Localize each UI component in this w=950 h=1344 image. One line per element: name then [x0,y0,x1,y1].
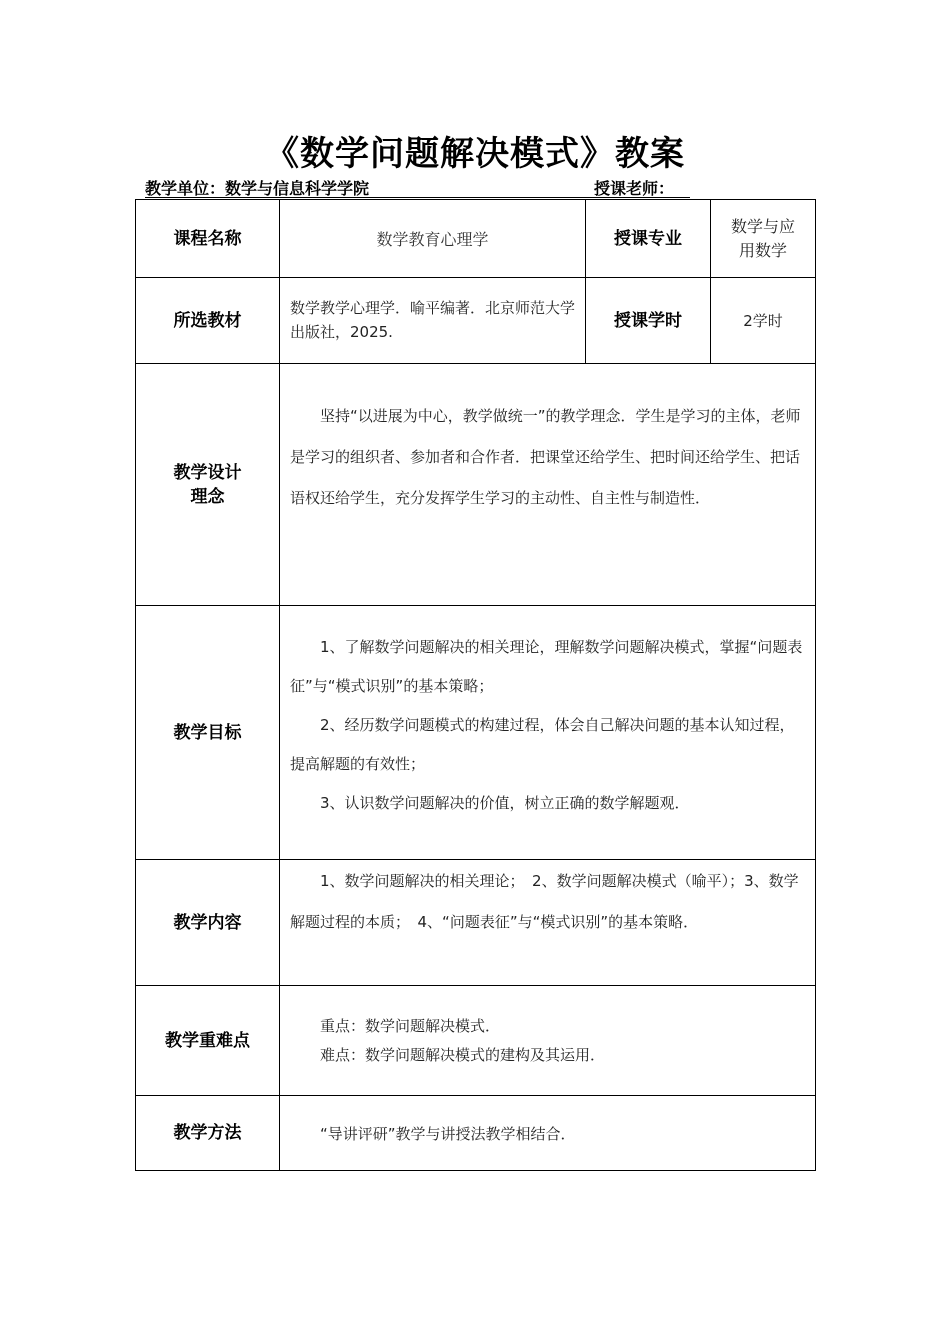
objectives-text [280,606,816,860]
teaching-unit: 教学单位：数学与信息科学学院 [145,179,370,198]
textbook-value: 数学教学心理学．喻平编著．北京师范大学出版社，2025. [280,278,586,364]
design-concept-text [280,364,816,606]
method-text [280,1096,816,1171]
course-name-label: 课程名称 [136,200,280,278]
keypoints-label: 教学重难点 [136,986,280,1096]
method-label: 教学方法 [136,1096,280,1171]
course-name-value: 数学教育心理学 [280,200,586,278]
hours-value: 2学时 [711,278,816,364]
objective-1: 1、了解数学问题解决的相关理论，理解数学问题解决模式，掌握“问题表征”与“模式识别”的基本策略； [290,638,803,695]
row-keypoints [136,986,816,1096]
teacher-label: 授课老师： [594,179,675,198]
row-content [136,860,816,986]
header-underline [145,197,690,198]
content-text [280,860,816,986]
content-label: 教学内容 [136,860,280,986]
method-paragraph: “导讲评研”教学与讲授法教学相结合． [320,1124,576,1143]
content-paragraph: 1、数学问题解决的相关理论； 2、数学问题解决模式（喻平）；3、数学解题过程的本质； 4、“问题表征”与“模式识别”的基本策略． [290,872,799,931]
design-concept-label [136,364,280,606]
objectives-label: 教学目标 [136,606,280,860]
keypoints-text [280,986,816,1096]
row-course [136,200,816,278]
keypoint-difficulty: 难点：数学问题解决模式的建构及其运用． [320,1045,606,1064]
row-textbook [136,278,816,364]
textbook-label: 所选教材 [136,278,280,364]
row-design [136,364,816,606]
lesson-plan-table [135,199,816,1171]
design-label-line1: 教学设计 [173,462,242,483]
objective-3: 3、认识数学问题解决的价值，树立正确的数学解题观． [320,794,690,812]
hours-label: 授课学时 [586,278,711,364]
major-label: 授课专业 [586,200,711,278]
design-paragraph: 坚持“以进展为中心，教学做统一”的教学理念．学生是学习的主体，老师是学习的组织者、参加者和合作者．把课堂还给学生、把时间还给学生、把话语权还给学生，充分发挥学生学习的主动性、自主性与制造性． [290,407,801,507]
teacher-field [594,176,685,199]
design-label-line2: 理念 [190,486,225,507]
major-value-line1: 数学与应 [730,216,795,236]
objective-2: 2、经历数学问题模式的构建过程，体会自己解决问题的基本认知过程，提高解题的有效性； [290,716,795,773]
row-method [136,1096,816,1171]
keypoint-focus: 重点：数学问题解决模式． [320,1016,501,1035]
major-value [711,200,816,278]
row-objectives [136,606,816,860]
major-value-line2: 用数学 [738,240,787,260]
document-title: 《数学问题解决模式》教案 [265,134,685,174]
